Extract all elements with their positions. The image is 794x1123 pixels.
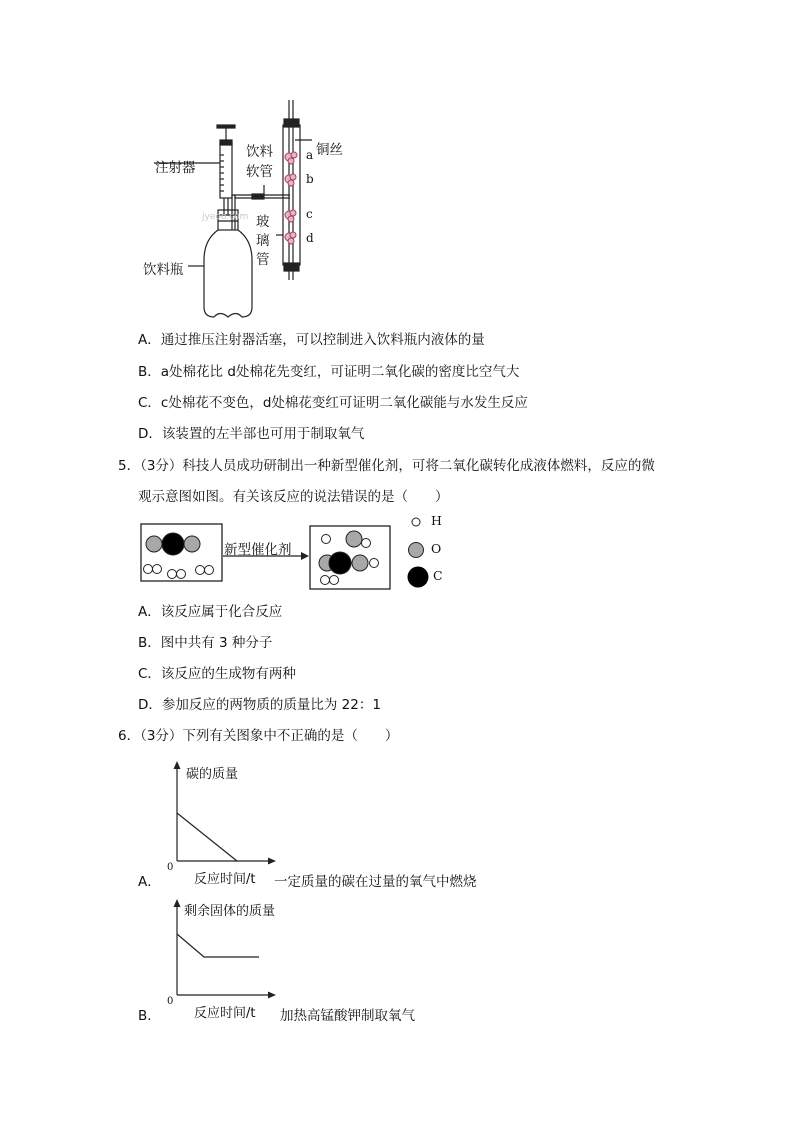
graph-b-y-arrow	[174, 899, 181, 907]
graph-b-curve	[177, 934, 259, 957]
point-a-label: a	[306, 148, 314, 162]
q5-option-a: A．该反应属于化合反应	[138, 604, 283, 620]
q5-option-d: D．参加反应的两物质的质量比为 22：1	[138, 697, 381, 713]
q5-option-b: B．图中共有 3 种分子	[138, 635, 273, 651]
q4-option-d: D．该装置的左半部也可用于制取氧气	[138, 426, 365, 442]
q6-stem: 6．（3分）下列有关图象中不正确的是（ ）	[118, 728, 399, 744]
graph-a-option-letter: A．	[138, 874, 161, 890]
arrow-head	[301, 552, 309, 560]
graph-b-ylabel: 剩余固体的质量	[184, 904, 276, 919]
legend-o-circle	[409, 543, 424, 558]
drink-tube-label-line2: 软管	[246, 164, 273, 180]
product-molecule	[319, 531, 379, 585]
drink-tube-label-line1: 饮料	[246, 144, 273, 160]
graph-b-option-letter: B．	[138, 1008, 161, 1024]
graph-a-y-arrow	[174, 761, 181, 769]
q5-option-c: C．该反应的生成物有两种	[138, 666, 296, 682]
graph-b-origin: 0	[167, 996, 174, 1007]
graph-a-origin: 0	[167, 862, 174, 873]
graph-a-curve	[177, 813, 237, 861]
graph-a-xlabel: 反应时间/t	[194, 872, 256, 887]
glass-tube-label-2: 璃	[256, 233, 270, 249]
point-b-label: b	[306, 172, 314, 186]
legend-c-circle	[408, 567, 429, 588]
q4-option-a: A．通过推压注射器活塞，可以控制进入饮料瓶内液体的量	[138, 332, 485, 348]
legend-o-label: O	[431, 541, 442, 556]
catalyst-label: 新型催化剂	[224, 542, 292, 558]
glass-tube	[276, 100, 312, 280]
graph-a-x-arrow	[268, 858, 276, 865]
point-d-label: d	[306, 231, 314, 245]
q4-option-b: B．a处棉花比 d处棉花先变红，可证明二氧化碳的密度比空气大	[138, 364, 520, 380]
apparatus-diagram	[140, 95, 380, 320]
co2-molecule	[146, 533, 200, 555]
watermark: jyeoo.com	[202, 212, 249, 222]
graph-b-caption: 加热高锰酸钾制取氧气	[280, 1008, 415, 1024]
graph-b-x-arrow	[268, 992, 276, 999]
drink-tube	[232, 185, 290, 199]
q5-stem-line1: 5．（3分）科技人员成功研制出一种新型催化剂，可将二氧化碳转化成液体燃料，反应的微	[118, 458, 655, 474]
q4-option-c: C．c处棉花不变色，d处棉花变红可证明二氧化碳能与水发生反应	[138, 395, 528, 411]
point-c-label: c	[306, 207, 313, 221]
glass-tube-label-3: 管	[256, 252, 270, 268]
syringe-label: 注射器	[155, 160, 196, 176]
legend-h-circle	[412, 518, 420, 526]
glass-tube-label-1: 玻	[256, 214, 270, 230]
legend-c-label: C	[433, 568, 443, 583]
q5-stem-line2: 观示意图如图。有关该反应的说法错误的是（ ）	[138, 489, 449, 505]
h2-molecules	[144, 565, 214, 579]
graph-a-caption: 一定质量的碳在过量的氧气中燃烧	[274, 874, 477, 890]
graph-b-xlabel: 反应时间/t	[194, 1006, 256, 1021]
copper-wire-label: 铜丝	[316, 142, 343, 158]
graph-a-ylabel: 碳的质量	[186, 767, 239, 782]
reaction-diagram	[138, 512, 458, 592]
legend-h-label: H	[431, 513, 442, 528]
bottle-label: 饮料瓶	[143, 262, 184, 278]
